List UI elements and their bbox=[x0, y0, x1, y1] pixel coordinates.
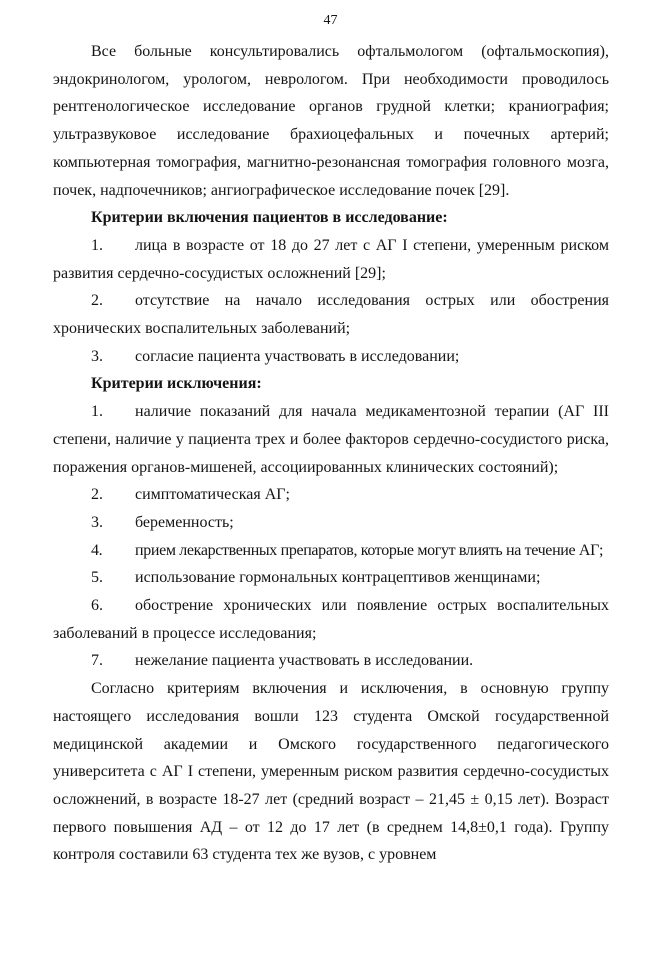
exclusion-item-text: нежелание пациента участвовать в исследовании. bbox=[135, 652, 474, 670]
page-content bbox=[53, 38, 609, 869]
exclusion-item-number: 2. bbox=[91, 486, 103, 504]
inclusion-heading: Критерии включения пациентов в исследование: bbox=[91, 209, 448, 227]
exclusion-item bbox=[53, 564, 609, 592]
inclusion-item bbox=[53, 287, 609, 342]
exclusion-item-number: 3. bbox=[91, 513, 103, 531]
exclusion-item bbox=[53, 647, 609, 675]
exclusion-item bbox=[53, 398, 609, 481]
exclusion-item bbox=[53, 509, 609, 537]
exclusion-item-text: использование гормональных контрацептивов женщинами; bbox=[135, 569, 541, 587]
inclusion-item bbox=[53, 232, 609, 287]
exclusion-item-number: 4. bbox=[91, 541, 103, 559]
inclusion-item-text: согласие пациента участвовать в исследовании; bbox=[135, 347, 460, 365]
exclusion-item-number: 1. bbox=[91, 403, 103, 421]
exclusion-item bbox=[53, 481, 609, 509]
exclusion-item-text: наличие показаний для начала медикаментозной терапии (АГ III степени, наличие у пациента трех и более факторов сердечно-сосудистого риска, поражения органов-мишеней, ассоциированных клинических состояний); bbox=[53, 403, 609, 476]
intro-paragraph: Все больные консультировались офтальмологом (офтальмоскопия), эндокринологом, урологом, неврологом. При необходимости проводилось рентгенологическое исследование органов грудной клетки; краниография; ультразвуковое исследование брахиоцефальных и почечных артерий; компьютерная томография, магнитно-резонансная томография головного мозга, почек, надпочечников; ангиографическое исследование почек [29]. bbox=[53, 43, 609, 199]
inclusion-item-number: 1. bbox=[91, 236, 103, 254]
exclusion-heading: Критерии исключения: bbox=[91, 375, 262, 393]
exclusion-item bbox=[53, 592, 609, 647]
exclusion-item-text: обострение хронических или появление острых воспалительных заболеваний в процессе исследования; bbox=[53, 597, 609, 642]
exclusion-item-text: беременность; bbox=[135, 513, 234, 531]
page-number: 47 bbox=[323, 13, 338, 28]
conclusion-paragraph: Согласно критериям включения и исключения, в основную группу настоящего исследования вошли 123 студента Омской государственной медицинской академии и Омского государственного педагогического университета с АГ I степени, умеренным риском развития сердечно-сосудистых осложнений, в возрасте 18-27 лет (средний возраст – 21,45 ± 0,15 лет). Возраст первого повышения АД – от 12 до 17 лет (в среднем 14,8±0,1 года). Группу контроля составили 63 студента тех же вузов, с уровнем bbox=[53, 680, 609, 864]
exclusion-item-text: прием лекарственных препаратов, которые могут влиять на течение АГ; bbox=[135, 541, 604, 559]
inclusion-item-text: отсутствие на начало исследования острых или обострения хронических воспалительных заболеваний; bbox=[53, 292, 609, 338]
inclusion-item bbox=[53, 343, 609, 371]
inclusion-item-number: 3. bbox=[91, 347, 103, 365]
exclusion-item-number: 6. bbox=[91, 597, 103, 615]
exclusion-item bbox=[53, 537, 609, 565]
inclusion-item-text: лица в возрасте от 18 до 27 лет с АГ I степени, умеренным риском развития сердечно-сосудистых осложнений [29]; bbox=[53, 236, 609, 282]
exclusion-item-number: 7. bbox=[91, 652, 103, 670]
inclusion-item-number: 2. bbox=[91, 292, 103, 310]
exclusion-item-text: симптоматическая АГ; bbox=[135, 486, 290, 504]
exclusion-item-number: 5. bbox=[91, 569, 103, 587]
